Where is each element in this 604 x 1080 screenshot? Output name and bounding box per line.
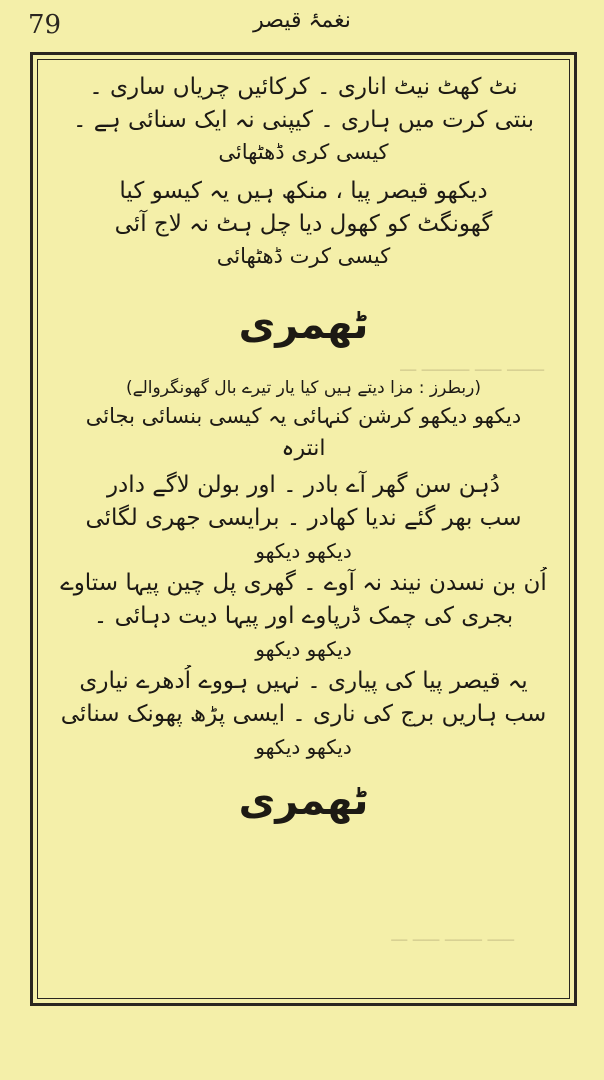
verse-line: بنتی کرت میں ہاری ۔ کیپنی نہ ایک سنائی ہے ۔ — [72, 107, 535, 133]
verse-line: کیسی کرت ڈھٹھائی — [216, 244, 391, 268]
section-heading-thumri: ٹھمری — [238, 302, 369, 348]
bleed-through-texture: ‏ـــــــ ـــــ ـــــــــ ـــ — [400, 355, 544, 376]
verse-line: کیسی کری ڈھٹھائی — [218, 140, 389, 164]
page-header-title: نغمۂ قیصر — [253, 8, 351, 33]
stanza — [45, 567, 562, 663]
page-frame — [30, 52, 577, 1006]
stanza — [45, 469, 562, 565]
section-heading-thumri: ٹھمری — [238, 778, 369, 824]
tune-note: (ربطرز : مزا دیتے ہیں کیا یار تیرے بال گھونگروالے) — [125, 378, 481, 398]
bleed-through-texture: ‏ـــــ ـــــــ ـــــ ـــ — [391, 925, 514, 946]
opening-line: دیکھو دیکھو کرشن کنہائی یہ کیسی بنسائی بجائی — [85, 404, 522, 428]
stanza — [45, 665, 562, 761]
verse-line: یہ قیصر پیا کی پیاری ۔ نہیں ہووے اُدھرے نیاری — [79, 668, 528, 694]
poem-2 — [45, 375, 562, 761]
page-number: 79 — [28, 10, 62, 40]
refrain: دیکھو دیکھو — [255, 735, 352, 759]
antara-label: انترہ — [281, 436, 326, 461]
verse-line: اُن بن نسدن نیند نہ آوے ۔ گھری پل چین پیہا ستاوے — [60, 570, 547, 596]
refrain: دیکھو دیکھو — [255, 637, 352, 661]
refrain: دیکھو دیکھو — [255, 539, 352, 563]
verse-line: گھونگٹ کو کھول دیا چل ہٹ نہ لاج آئی — [114, 211, 493, 237]
page-content — [45, 71, 562, 993]
verse-line: دُہن سن گھر آے بادر ۔ اور بولن لاگے دادر — [106, 472, 501, 498]
verse-line: سب ہاریں برج کی ناری ۔ ایسی پڑھ پھونک سنائی — [60, 701, 547, 727]
verse-line: سب بھر گئے ندیا کھادر ۔ برایسی جھری لگائی — [85, 505, 522, 531]
verse-line: بجری کی چمک ڈرپاوے اور پیہا دیت دہائی ۔ — [93, 603, 514, 629]
poem-1 — [45, 71, 562, 271]
verse-line: نٹ کھٹ نیٹ اناری ۔ کرکائیں چریاں ساری ۔ — [89, 74, 518, 100]
verse-line: دیکھو قیصر پیا ، منکھ ہیں یہ کیسو کیا — [119, 178, 488, 204]
